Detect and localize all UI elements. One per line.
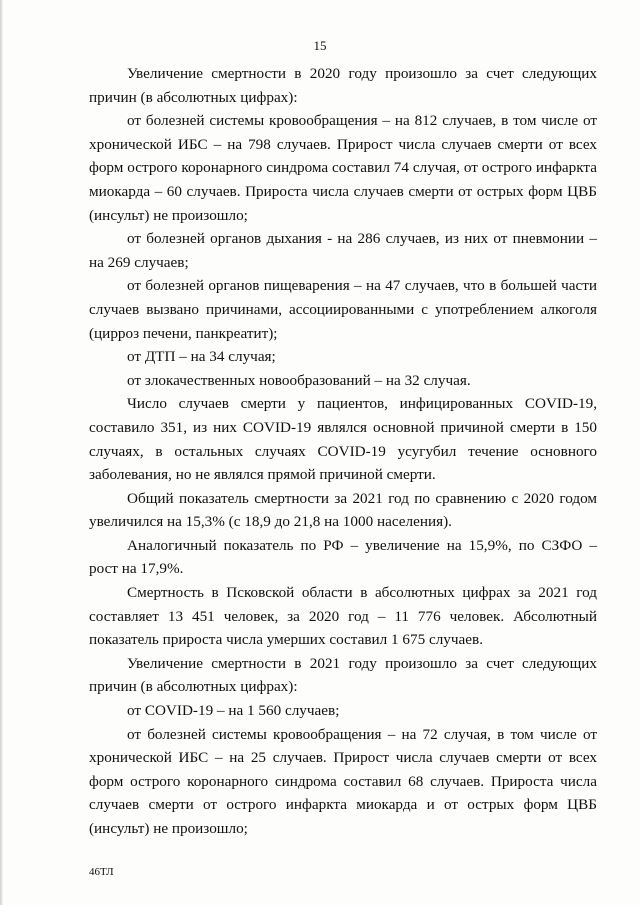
paragraph: от злокачественных новообразований – на 32 случая.	[127, 371, 471, 389]
paragraph: Увеличение смертности в 2020 году произошло за счет следующих причин (в абсолютных цифрах):	[89, 65, 597, 106]
paragraph: от болезней органов дыхания - на 286 случаев, из них от пневмонии – на 269 случаев;	[89, 230, 597, 271]
paragraph: от COVID-19 – на 1 560 случаев;	[127, 702, 340, 720]
scan-edge	[0, 0, 3, 905]
paragraph: от болезней органов пищеварения – на 47 случаев, что в большей части случаев вызвано причинами, ассоциированными с употреблением алкоголя (цирроз печени, панкреатит);	[89, 277, 597, 342]
paragraph: Общий показатель смертности за 2021 год по сравнению с 2020 годом увеличился на 15,3% (с 18,9 до 21,8 на 1000 населения).	[89, 489, 597, 531]
document-body	[89, 62, 597, 841]
paragraph: от болезней системы кровообращения – на 72 случая, в том числе от хронической ИБС – на 25 случаев. Прирост числа случаев смерти от всех форм острого коронарного синдрома составил 68 случаев. Прироста числа случаев смерти от острого инфаркта миокарда и от острых форм ЦВБ (инсульт) не произошло;	[89, 725, 597, 837]
paragraph: от болезней системы кровообращения – на 812 случаев, в том числе от хронической ИБС – на 798 случаев. Прирост числа случаев смерти от всех форм острого коронарного синдрома составил 74 случая, от острого инфаркта миокарда – 60 случаев. Прироста числа случаев смерти от острых форм ЦВБ (инсульт) не произошло;	[89, 112, 597, 224]
footer-code: 46ТЛ	[89, 866, 114, 878]
paragraph: от ДТП – на 34 случая;	[127, 348, 276, 366]
paragraph: Число случаев смерти у пациентов, инфицированных COVID-19, составило 351, из них COVID-19 являлся основной причиной смерти в 150 случаях, в остальных случаях COVID-19 усугубил течение основного заболевания, но не являлся прямой причиной смерти.	[89, 395, 597, 484]
paragraph: Увеличение смертности в 2021 году произошло за счет следующих причин (в абсолютных цифрах):	[89, 654, 597, 696]
page-number: 15	[313, 38, 327, 53]
paragraph: Аналогичный показатель по РФ – увеличение на 15,9%, по СЗФО – рост на 17,9%.	[89, 536, 597, 578]
paragraph: Смертность в Псковской области в абсолютных цифрах за 2021 год составляет 13 451 человек, за 2020 год – 11 776 человек. Абсолютный показатель прироста числа умерших составил 1 675 случаев.	[89, 584, 597, 649]
